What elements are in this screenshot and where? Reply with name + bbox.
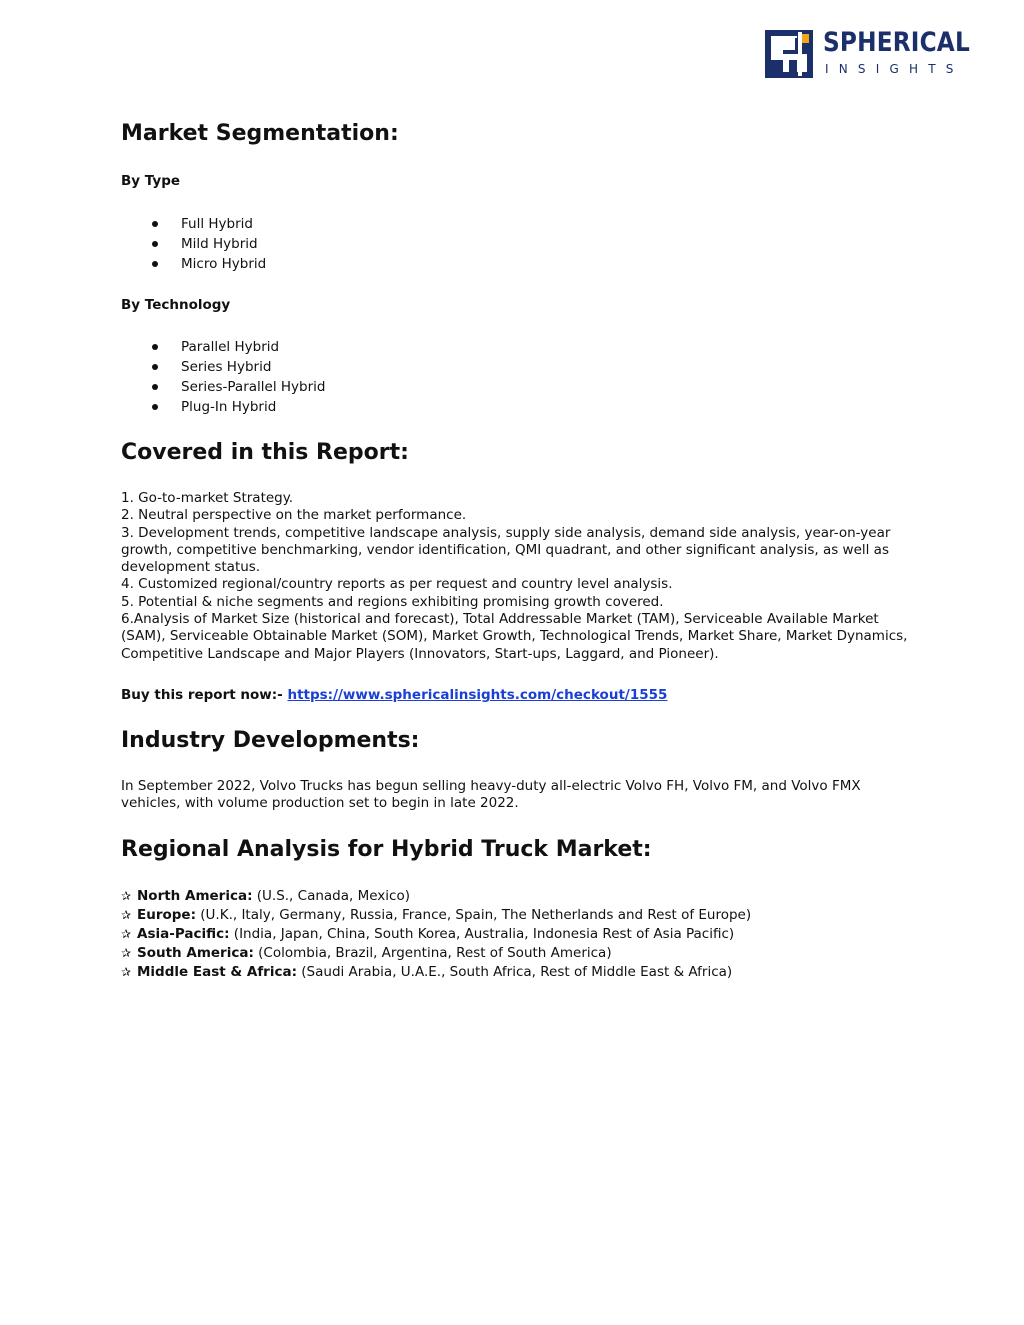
industry-developments-text: In September 2022, Volvo Trucks has begun selling heavy-duty all-electric Volvo FH, Volvo FM, and Volvo FMX vehicles, with volume production set to begin in late 2022. <box>121 778 861 812</box>
buy-label: Buy this report now:- <box>121 687 288 703</box>
list-item: Series-Parallel Hybrid <box>121 377 325 397</box>
list-item: 1. Go-to-market Strategy. <box>121 490 294 506</box>
bullet-icon <box>152 241 158 247</box>
list-item: Series Hybrid <box>121 357 325 377</box>
logo-wordmark: SPHERICAL <box>823 27 970 58</box>
bullet-icon <box>152 344 158 350</box>
buy-report-line <box>121 686 667 704</box>
star-icon: ✰ <box>121 927 132 941</box>
list-item: 5. Potential & niche segments and regions exhibiting promising growth covered. <box>121 593 664 610</box>
by-technology-label: By Technology <box>121 297 231 313</box>
market-segmentation-heading: Market Segmentation: <box>121 121 399 146</box>
list-item: ✰ North America: (U.S., Canada, Mexico) <box>121 888 410 904</box>
list-item: Parallel Hybrid <box>121 337 325 357</box>
list-item: 2. Neutral perspective on the market performance. <box>121 507 467 524</box>
list-item: 3. Development trends, competitive landscape analysis, supply side analysis, demand side analysis, year-on-year growth, competitive benchmarking, vendor identification, QMI quadrant, and other significant analysis, as well as development status. <box>121 524 891 576</box>
star-icon: ✰ <box>121 889 132 903</box>
regional-analysis-heading: Regional Analysis for Hybrid Truck Market: <box>121 837 652 862</box>
industry-developments-heading: Industry Developments: <box>121 728 420 753</box>
list-item: ✰ Europe: (U.K., Italy, Germany, Russia, France, Spain, The Netherlands and Rest of Europe) <box>121 907 752 923</box>
list-item: 6.Analysis of Market Size (historical and forecast), Total Addressable Market (TAM), Serviceable Available Market (SAM), Serviceable Obtainable Market (SOM), Market Growth, Technological Trends, Market Share, Market Dynamics, Competitive Landscape and Major Players (Innovators, Start-ups, Laggard, and Pioneer). <box>121 611 908 662</box>
bullet-icon <box>152 404 158 410</box>
logo-subtitle: INSIGHTS <box>825 62 964 76</box>
bullet-icon <box>152 364 158 370</box>
regional-list <box>121 887 751 982</box>
list-item: ✰ Middle East & Africa: (Saudi Arabia, U.A.E., South Africa, Rest of Middle East & Africa) <box>121 964 733 980</box>
list-item: ✰ South America: (Colombia, Brazil, Argentina, Rest of South America) <box>121 945 612 961</box>
list-item: Mild Hybrid <box>121 234 266 254</box>
bullet-icon <box>152 384 158 390</box>
by-type-list <box>121 214 266 274</box>
list-item: Plug-In Hybrid <box>121 397 325 417</box>
list-item: ✰ Asia-Pacific: (India, Japan, China, South Korea, Australia, Indonesia Rest of Asia Pacific) <box>121 926 735 942</box>
bullet-icon <box>152 221 158 227</box>
star-icon: ✰ <box>121 908 132 922</box>
spherical-insights-logo-icon <box>765 30 813 78</box>
brand-logo <box>765 27 980 80</box>
covered-list <box>121 490 911 663</box>
star-icon: ✰ <box>121 946 132 960</box>
by-type-label: By Type <box>121 173 181 189</box>
checkout-link[interactable]: https://www.sphericalinsights.com/checkout/1555 <box>287 687 668 703</box>
by-technology-list <box>121 337 325 417</box>
covered-heading: Covered in this Report: <box>121 440 409 465</box>
bullet-icon <box>152 261 158 267</box>
list-item: Micro Hybrid <box>121 254 266 274</box>
list-item: Full Hybrid <box>121 214 266 234</box>
star-icon: ✰ <box>121 965 132 979</box>
list-item: 4. Customized regional/country reports as per request and country level analysis. <box>121 576 673 593</box>
